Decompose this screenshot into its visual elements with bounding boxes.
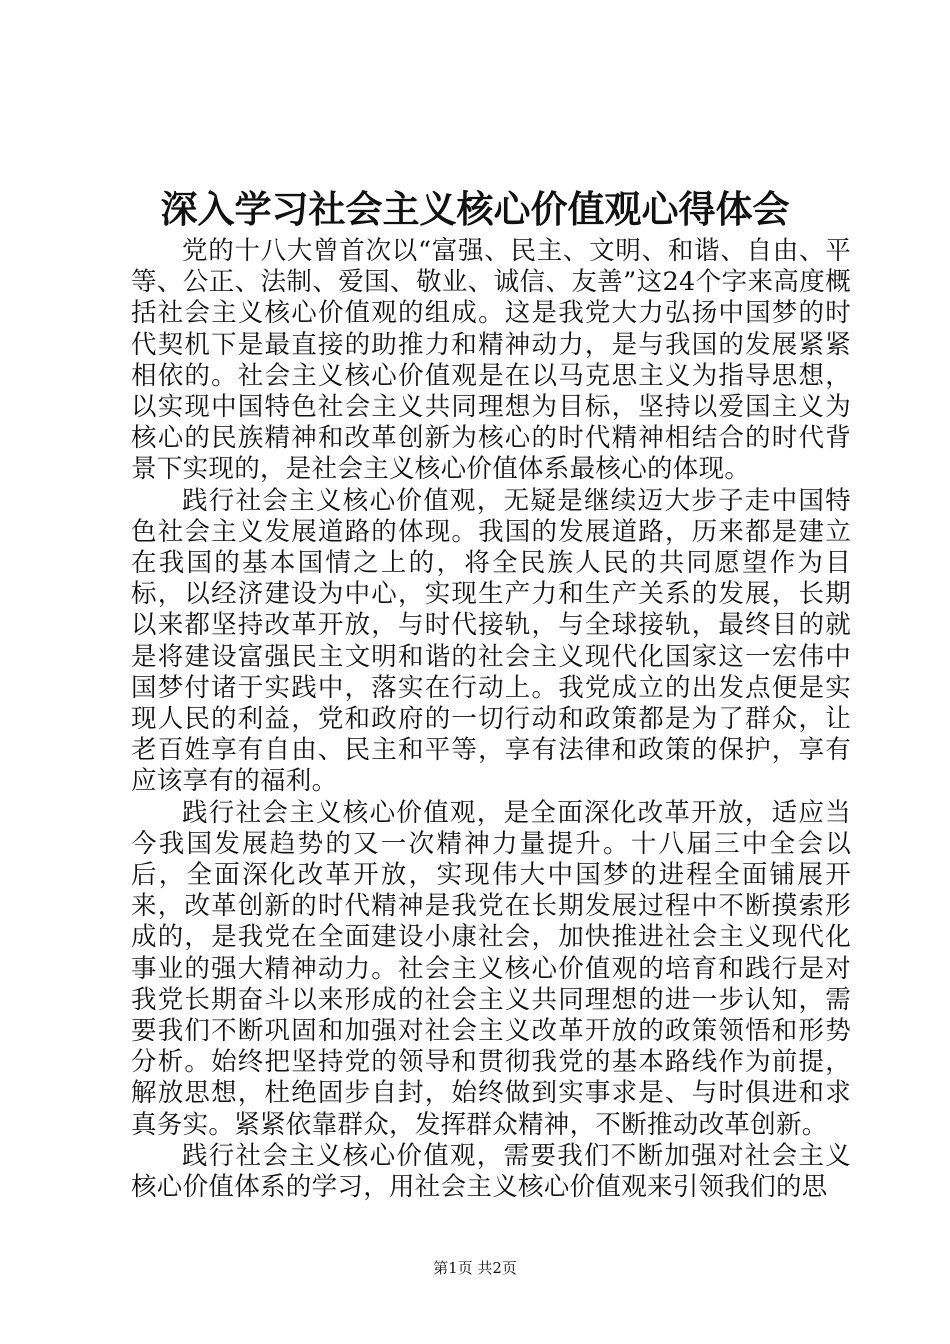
paragraph-2: 践行社会主义核心价值观，无疑是继续迈大步子走中国特色社会主义发展道路的体现。我国的发展道路，历来都是建立在我国的基本国情之上的，将全民族人民的共同愿望作为目标，以经济建设为中心，实现生产力和生产关系的发展，长期以来都坚持改革开放，与时代接轨，与全球接轨，最终目的就是将建设富强民主文明和谐的社会主义现代化国家这一宏伟中国梦付诸于实践中，落实在行动上。我党成立的出发点便是实现人民的利益，党和政府的一切行动和政策都是为了群众，让老百姓享有自由、民主和平等，享有法律和政策的保护，享有应该享有的福利。 <box>131 485 851 797</box>
paragraph-1: 党的十八大曾首次以“富强、民主、文明、和谐、自由、平等、公正、法制、爱国、敬业、诚信、友善”这24个字来高度概括社会主义核心价值观的组成。这是我党大力弘扬中国梦的时代契机下是最直接的助推力和精神动力，是与我国的发展紧紧相依的。社会主义核心价值观是在以马克思主义为指导思想，以实现中国特色社会主义共同理想为目标，坚持以爱国主义为核心的民族精神和改革创新为核心的时代精神相结合的时代背景下实现的，是社会主义核心价值体系最核心的体现。 <box>131 236 851 485</box>
document-title: 深入学习社会主义核心价值观心得体会 <box>160 187 790 231</box>
paragraph-4: 践行社会主义核心价值观，需要我们不断加强对社会主义核心价值体系的学习，用社会主义核心价值观来引领我们的思 <box>131 1140 851 1203</box>
paragraph-3: 践行社会主义核心价值观，是全面深化改革开放，适应当今我国发展趋势的又一次精神力量提升。十八届三中全会以后，全面深化改革开放，实现伟大中国梦的进程全面铺展开来，改革创新的时代精神是我党在长期发展过程中不断摸索形成的，是我党在全面建设小康社会，加快推进社会主义现代化事业的强大精神动力。社会主义核心价值观的培育和践行是对我党长期奋斗以来形成的社会主义共同理想的进一步认知，需要我们不断巩固和加强对社会主义改革开放的政策领悟和形势分析。始终把坚持党的领导和贯彻我党的基本路线作为前提，解放思想，杜绝固步自封，始终做到实事求是、与时俱进和求真务实。紧紧依靠群众，发挥群众精神，不断推动改革创新。 <box>131 797 851 1140</box>
document-body <box>131 236 851 1203</box>
page-footer: 第1页 共2页 <box>433 1259 517 1277</box>
